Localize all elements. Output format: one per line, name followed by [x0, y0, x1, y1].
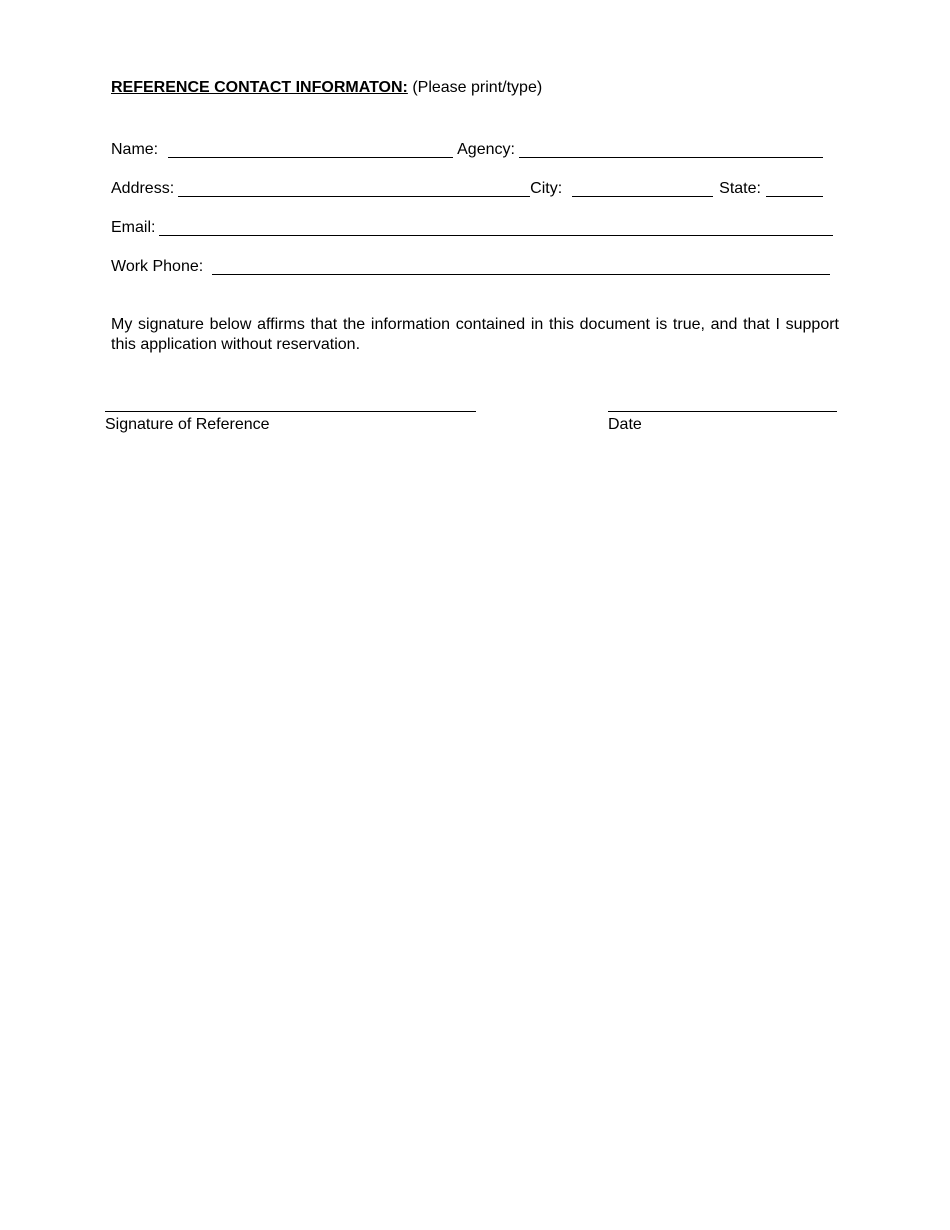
signature-label: Signature of Reference	[105, 416, 270, 433]
name-field[interactable]	[168, 141, 453, 158]
work-phone-label: Work Phone:	[111, 258, 204, 275]
date-field[interactable]	[608, 411, 837, 412]
address-label: Address:	[111, 180, 175, 197]
address-row	[111, 177, 823, 199]
agency-label: Agency:	[457, 141, 515, 158]
email-field[interactable]	[159, 219, 833, 236]
agency-field[interactable]	[519, 141, 823, 158]
signature-field[interactable]	[105, 411, 476, 412]
address-field[interactable]	[178, 180, 530, 197]
affirmation-text: My signature below affirms that the information contained in this document is true, and that I support this application without reservation.	[111, 316, 839, 353]
city-label: City:	[530, 180, 563, 197]
state-field[interactable]	[766, 180, 823, 197]
name-agency-row	[111, 138, 823, 160]
work-phone-row	[111, 255, 830, 277]
date-label: Date	[608, 416, 642, 433]
state-label: State:	[719, 180, 761, 197]
form-title: REFERENCE CONTACT INFORMATON:	[111, 79, 408, 96]
city-field[interactable]	[572, 180, 713, 197]
work-phone-field[interactable]	[212, 258, 830, 275]
email-label: Email:	[111, 219, 156, 236]
form-title-note: (Please print/type)	[412, 79, 543, 96]
email-row	[111, 216, 833, 238]
name-label: Name:	[111, 141, 159, 158]
form-heading	[111, 78, 542, 98]
